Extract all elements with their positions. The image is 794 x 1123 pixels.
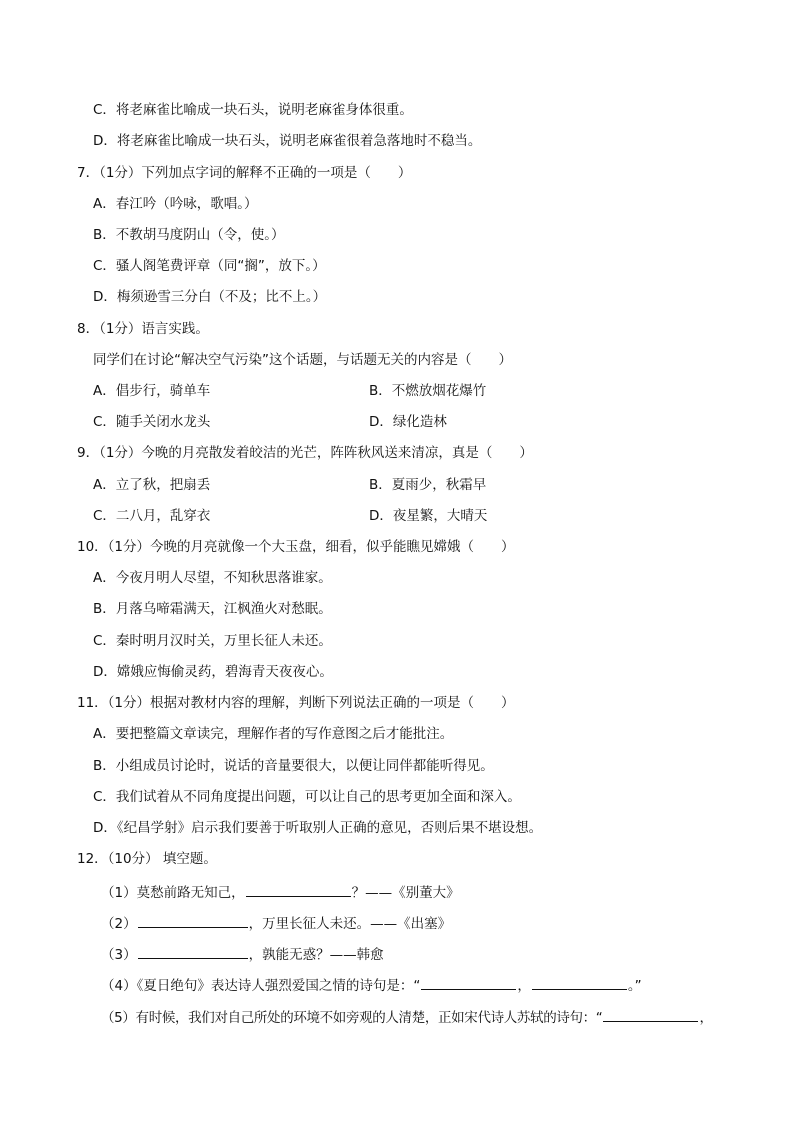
q8-option-b: B．不燃放烟花爆竹 bbox=[369, 383, 487, 399]
q8-option-c: C．随手关闭水龙头 bbox=[93, 414, 211, 430]
q12-fill-3-suffix: ，孰能无惑？——韩愈 bbox=[248, 947, 384, 963]
q9-option-a: A．立了秋，把扇丢 bbox=[93, 477, 211, 493]
q9-option-d: D．夜星繁，大晴天 bbox=[369, 508, 488, 524]
q12-fill-5 bbox=[101, 1007, 713, 1027]
q12-fill-2-suffix: ，万里长征人未还。——《出塞》 bbox=[248, 916, 452, 932]
q11-option-c: C．我们试着从不同角度提出问题，可以让自己的思考更加全面和深入。 bbox=[93, 789, 521, 805]
q10-option-c: C．秦时明月汉时关，万里长征人未还。 bbox=[93, 633, 332, 649]
answer-blank[interactable] bbox=[138, 944, 248, 959]
q11-option-b: B．小组成员讨论时，说话的音量要很大，以便让同伴都能听得见。 bbox=[93, 758, 494, 774]
q11-option-a: A．要把整篇文章读完，理解作者的写作意图之后才能批注。 bbox=[93, 726, 454, 742]
q12-fill-2-prefix: （2） bbox=[101, 916, 137, 932]
q8-option-d: D．绿化造林 bbox=[369, 414, 447, 430]
q7-option-c: C．骚人阁笔费评章（同“搁”，放下。） bbox=[93, 258, 326, 274]
q8-prompt: 同学们在讨论“解决空气污染”这个话题，与话题无关的内容是（ ） bbox=[93, 352, 512, 368]
q12-fill-5-prefix: （5）有时候，我们对自己所处的环境不如旁观的人清楚，正如宋代诗人苏轼的诗句：“ bbox=[101, 1010, 603, 1026]
q12-fill-3 bbox=[101, 944, 384, 964]
answer-blank[interactable] bbox=[532, 975, 627, 990]
q7-option-b: B．不教胡马度阴山（令，使。） bbox=[93, 227, 285, 243]
q7-option-a: A．春江吟（吟咏，歌唱。） bbox=[93, 196, 258, 212]
q8-stem: 8．（1分）语言实践。 bbox=[77, 321, 209, 337]
answer-blank[interactable] bbox=[421, 975, 516, 990]
q9-stem: 9．（1分）今晚的月亮散发着皎洁的光芒，阵阵秋风送来清凉，真是（ ） bbox=[77, 445, 533, 461]
q12-fill-5-suffix: ， bbox=[699, 1010, 713, 1026]
q12-stem: 12．（10分） 填空题。 bbox=[77, 851, 217, 867]
q11-stem: 11．（1分）根据对教材内容的理解，判断下列说法正确的一项是（ ） bbox=[77, 695, 515, 711]
answer-blank[interactable] bbox=[603, 1007, 698, 1022]
q12-fill-4-suffix: 。” bbox=[627, 978, 642, 994]
q9-option-b: B．夏雨少，秋霜早 bbox=[369, 477, 487, 493]
q8-option-a: A．倡步行，骑单车 bbox=[93, 383, 211, 399]
q7-stem: 7．（1分）下列加点字词的解释不正确的一项是（ ） bbox=[77, 165, 412, 181]
q7-option-d: D．梅须逊雪三分白（不及；比不上。） bbox=[93, 289, 327, 305]
q11-option-d: D．《纪昌学射》启示我们要善于听取别人正确的意见，否则后果不堪设想。 bbox=[93, 820, 543, 836]
q10-option-d: D．嫦娥应悔偷灵药，碧海青天夜夜心。 bbox=[93, 664, 333, 680]
q12-fill-1 bbox=[101, 882, 460, 902]
q10-stem: 10．（1分）今晚的月亮就像一个大玉盘，细看，似乎能瞧见嫦娥（ ） bbox=[77, 539, 515, 555]
q10-option-a: A．今夜月明人尽望，不知秋思落谁家。 bbox=[93, 570, 332, 586]
q12-fill-1-prefix: （1）莫愁前路无知己， bbox=[101, 885, 245, 901]
q12-fill-4-middle: ， bbox=[517, 978, 531, 994]
q12-fill-4 bbox=[101, 975, 642, 995]
q12-fill-4-prefix: （4）《夏日绝句》表达诗人强烈爱国之情的诗句是：“ bbox=[101, 978, 421, 994]
q10-option-b: B．月落乌啼霜满天，江枫渔火对愁眠。 bbox=[93, 601, 332, 617]
q6-option-c: C．将老麻雀比喻成一块石头，说明老麻雀身体很重。 bbox=[93, 102, 413, 118]
q9-option-c: C．二八月，乱穿衣 bbox=[93, 508, 211, 524]
answer-blank[interactable] bbox=[246, 882, 351, 897]
q12-fill-3-prefix: （3） bbox=[101, 947, 137, 963]
q12-fill-1-suffix: ？——《别董大》 bbox=[351, 885, 460, 901]
answer-blank[interactable] bbox=[138, 913, 248, 928]
q6-option-d: D．将老麻雀比喻成一块石头，说明老麻雀很着急落地时不稳当。 bbox=[93, 133, 482, 149]
q12-fill-2 bbox=[101, 913, 451, 933]
